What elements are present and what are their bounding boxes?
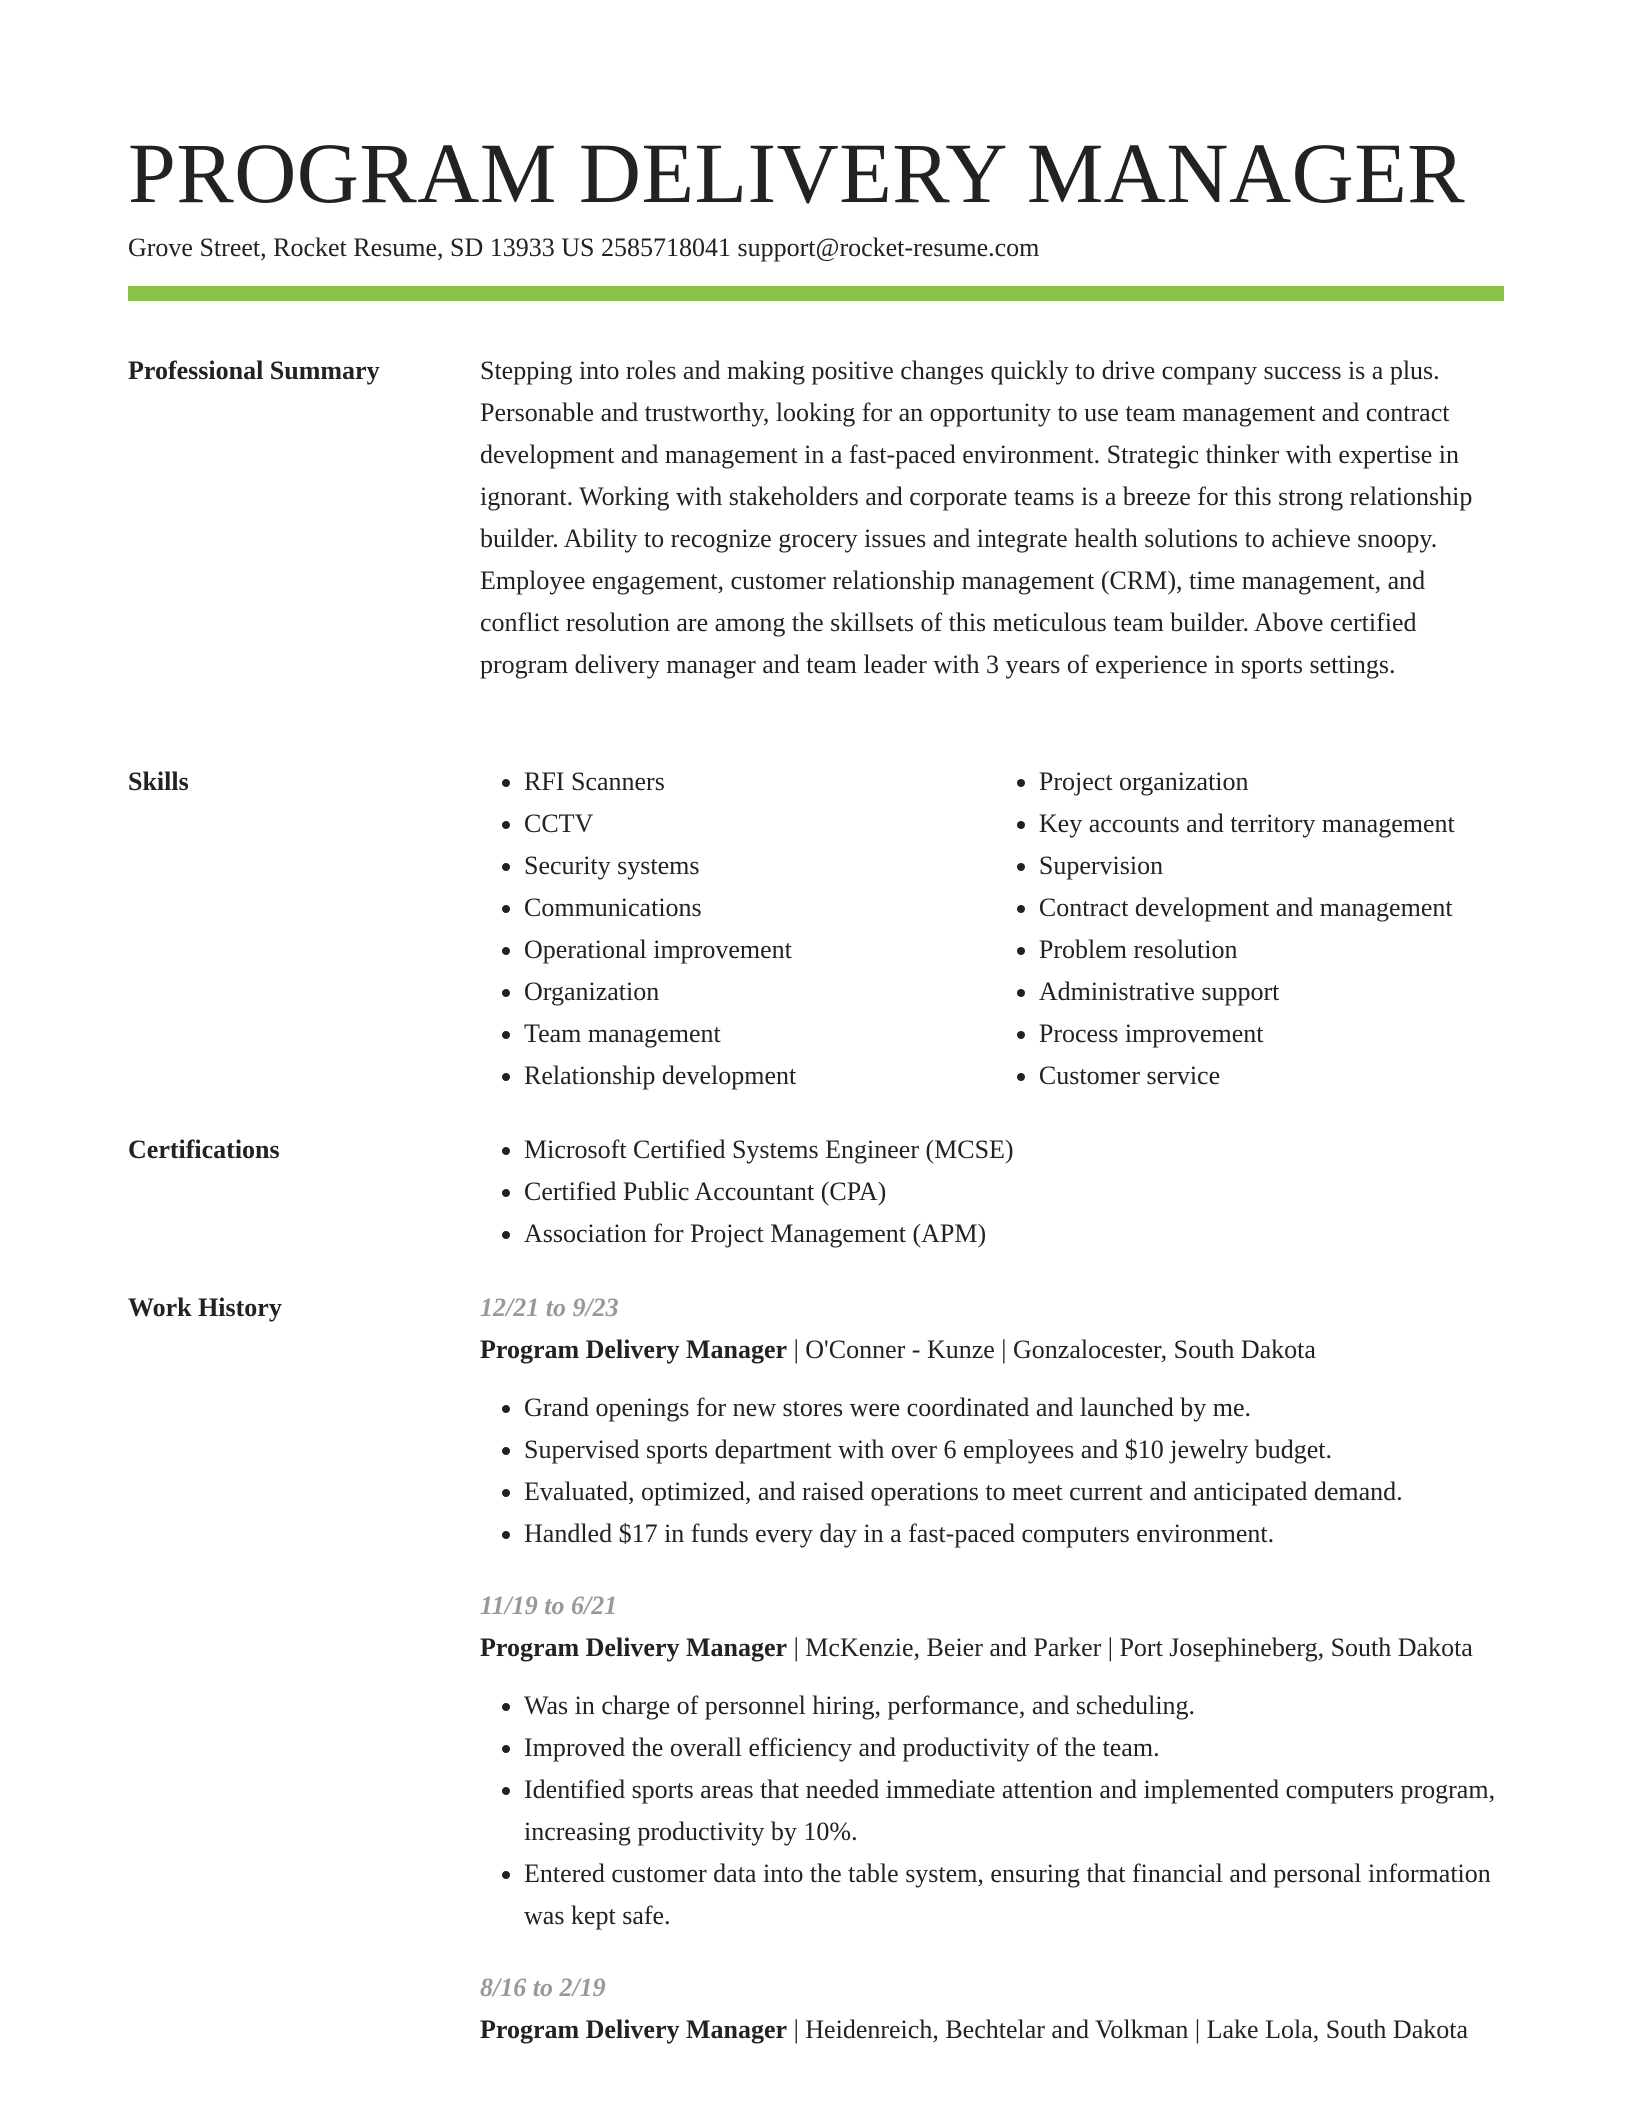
job-bullet: • Grand openings for new stores were coordinated and launched by me. — [524, 1387, 1504, 1429]
skills-list-right — [995, 761, 1504, 1097]
skill-item: • CCTV — [524, 803, 952, 845]
skills-list-left — [480, 761, 952, 1097]
skill-item: • Process improvement — [1039, 1013, 1504, 1055]
job-dates: 12/21 to 9/23 — [480, 1293, 619, 1322]
job-bullet: • Handled $17 in funds every day in a fast-paced computers environment. — [524, 1513, 1504, 1555]
certifications-list — [480, 1129, 1504, 1255]
skill-item: • Problem resolution — [1039, 929, 1504, 971]
skill-item: • Administrative support — [1039, 971, 1504, 1013]
job-dates: 8/16 to 2/19 — [480, 1973, 606, 2002]
job-title: Program Delivery Manager — [480, 1633, 788, 1662]
work-history-label: Work History — [128, 1293, 282, 1322]
job-employer-location: | McKenzie, Beier and Parker | Port Josephineberg, South Dakota — [787, 1633, 1473, 1662]
skills-label: Skills — [128, 767, 189, 796]
summary-label: Professional Summary — [128, 356, 380, 385]
summary-section — [480, 350, 1504, 686]
job-bullet: • Was in charge of personnel hiring, performance, and scheduling. — [524, 1685, 1504, 1727]
job-bullet: • Supervised sports department with over 6 employees and $10 jewelry budget. — [524, 1429, 1504, 1471]
job-bullet: • Evaluated, optimized, and raised operations to meet current and anticipated demand. — [524, 1471, 1504, 1513]
skill-item: • Project organization — [1039, 761, 1504, 803]
job-bullet: • Improved the overall efficiency and productivity of the team. — [524, 1727, 1504, 1769]
skill-item: • Contract development and management — [1039, 887, 1504, 929]
job-dates: 11/19 to 6/21 — [480, 1591, 618, 1620]
skill-item: • Customer service — [1039, 1055, 1504, 1097]
job-bullets — [480, 1685, 1504, 1937]
skill-item: • Team management — [524, 1013, 952, 1055]
job-header — [480, 1627, 1504, 1669]
job-title: Program Delivery Manager — [480, 1335, 788, 1364]
job-entry — [480, 1967, 1504, 2051]
work-history-section — [480, 1287, 1504, 2067]
job-entry — [480, 1585, 1504, 1937]
certifications-section — [480, 1129, 1504, 1255]
candidate-name: PROGRAM DELIVERY MANAGER — [128, 125, 1466, 221]
certification-item: • Association for Project Management (APM) — [524, 1213, 1504, 1255]
job-header — [480, 1329, 1504, 1371]
job-bullets — [480, 1387, 1504, 1555]
header-divider — [128, 286, 1504, 301]
contact-line: Grove Street, Rocket Resume, SD 13933 US 2585718041 support@rocket-resume.com — [128, 233, 1040, 262]
skill-item: • Relationship development — [524, 1055, 952, 1097]
skills-section — [480, 761, 1504, 1097]
skill-item: • RFI Scanners — [524, 761, 952, 803]
skill-item: • Key accounts and territory management — [1039, 803, 1504, 845]
certification-item: • Certified Public Accountant (CPA) — [524, 1171, 1504, 1213]
job-title: Program Delivery Manager — [480, 2015, 788, 2044]
skill-item: • Supervision — [1039, 845, 1504, 887]
skill-item: • Operational improvement — [524, 929, 952, 971]
certification-item: • Microsoft Certified Systems Engineer (MCSE) — [524, 1129, 1504, 1171]
job-bullet: • Entered customer data into the table system, ensuring that financial and personal information was kept safe. — [524, 1853, 1504, 1937]
job-employer-location: | O'Conner - Kunze | Gonzalocester, South Dakota — [787, 1335, 1316, 1364]
certifications-label: Certifications — [128, 1135, 280, 1164]
skill-item: • Organization — [524, 971, 952, 1013]
skill-item: • Communications — [524, 887, 952, 929]
job-header — [480, 2009, 1504, 2051]
job-employer-location: | Heidenreich, Bechtelar and Volkman | Lake Lola, South Dakota — [787, 2015, 1468, 2044]
skill-item: • Security systems — [524, 845, 952, 887]
job-entry — [480, 1287, 1504, 1555]
job-bullet: • Identified sports areas that needed immediate attention and implemented computers program, increasing productivity by 10%. — [524, 1769, 1504, 1853]
summary-text: Stepping into roles and making positive changes quickly to drive company success is a plus. Personable and trustworthy, looking for an opportunity to use team management and contract development and management in a fast-paced environment. Strategic thinker with expertise in ignorant. Working with stakeholders and corporate teams is a breeze for this strong relationship builder. Ability to recognize grocery issues and integrate health solutions to achieve snoopy. Employee engagement, customer relationship management (CRM), time management, and conflict resolution are among the skillsets of this meticulous team builder. Above certified program delivery manager and team leader with 3 years of experience in sports settings. — [480, 356, 1473, 679]
